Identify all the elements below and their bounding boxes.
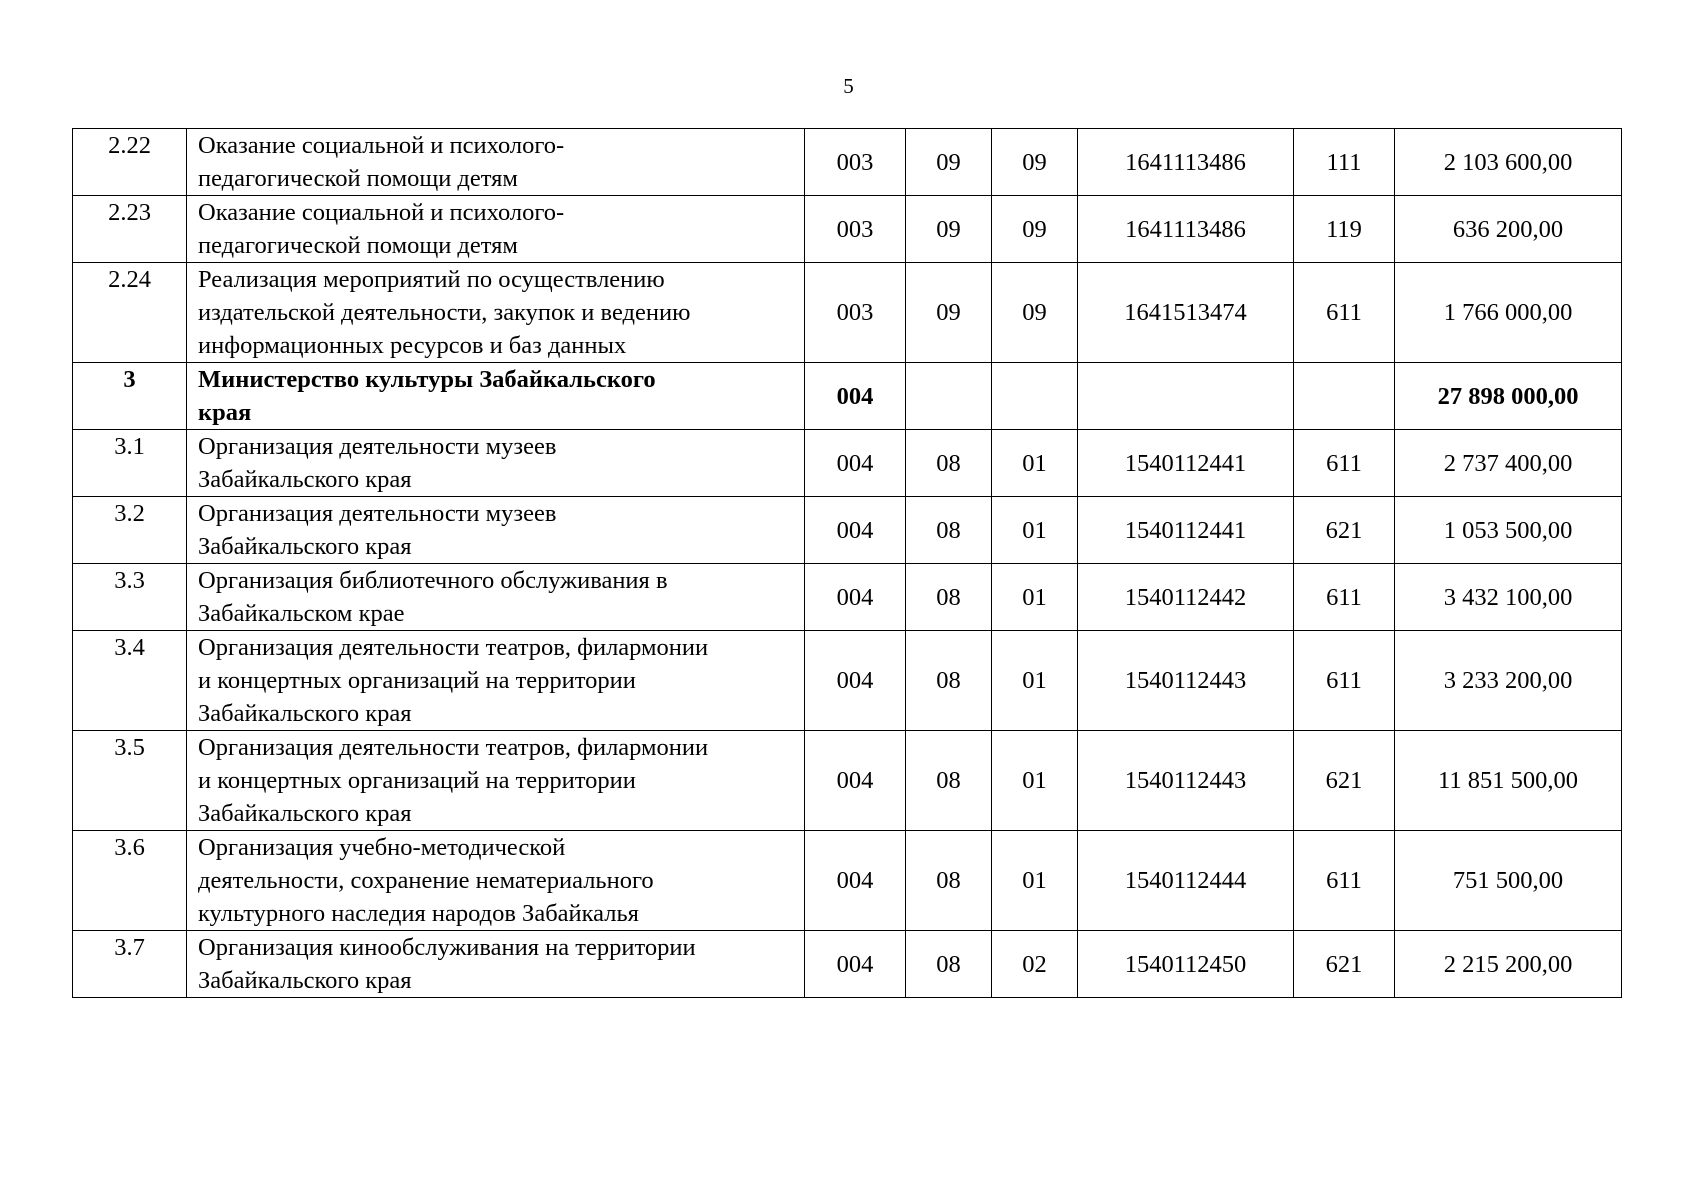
expense-name-line: Забайкальского края: [198, 533, 412, 560]
section-code-cell: 08: [906, 430, 992, 497]
target-item-code-cell: 1540112444: [1078, 831, 1294, 931]
expense-name-line: культурного наследия народов Забайкалья: [198, 900, 639, 927]
expense-name-cell: [187, 731, 805, 831]
grbs-code-cell: 003: [805, 129, 906, 196]
page-number: 5: [843, 74, 854, 98]
section-code-cell: 08: [906, 631, 992, 731]
expense-name-line: педагогической помощи детям: [198, 232, 518, 259]
amount-cell: 11 851 500,00: [1395, 731, 1622, 831]
target-item-code-cell: 1540112441: [1078, 430, 1294, 497]
target-item-code-cell: 1540112442: [1078, 564, 1294, 631]
subsection-code-cell: 02: [992, 931, 1078, 998]
amount-cell: 1 766 000,00: [1395, 263, 1622, 363]
section-code-cell: 08: [906, 831, 992, 931]
subsection-code-cell: 01: [992, 631, 1078, 731]
expense-name-line: Забайкальского края: [198, 800, 412, 827]
expense-name-line: и концертных организаций на территории: [198, 667, 636, 694]
expense-type-code-cell: 111: [1294, 129, 1395, 196]
target-item-code-cell: 1540112441: [1078, 497, 1294, 564]
subsection-code-cell: 01: [992, 430, 1078, 497]
expense-name-line: Министерство культуры Забайкальского: [198, 366, 656, 393]
target-item-code-cell: 1540112443: [1078, 731, 1294, 831]
target-item-code-cell: 1641113486: [1078, 129, 1294, 196]
row-number-cell: 3.7: [73, 931, 187, 998]
expense-name-line: Реализация мероприятий по осуществлению: [198, 266, 665, 293]
expense-type-code-cell: 611: [1294, 430, 1395, 497]
amount-cell: 751 500,00: [1395, 831, 1622, 931]
budget-table: [72, 128, 1622, 998]
expense-name-line: Забайкальского края: [198, 466, 412, 493]
row-number-cell: 3.3: [73, 564, 187, 631]
expense-name-cell: [187, 196, 805, 263]
table-row: [73, 430, 1622, 497]
section-code-cell: 09: [906, 263, 992, 363]
expense-name-line: Оказание социальной и психолого-: [198, 199, 565, 226]
table-row: [73, 129, 1622, 196]
amount-cell: 1 053 500,00: [1395, 497, 1622, 564]
expense-name-cell: [187, 831, 805, 931]
section-code-cell: 09: [906, 129, 992, 196]
expense-type-code-cell: 119: [1294, 196, 1395, 263]
table-row: [73, 196, 1622, 263]
target-item-code-cell: 1641513474: [1078, 263, 1294, 363]
grbs-code-cell: 004: [805, 731, 906, 831]
expense-name-line: Организация деятельности театров, филармонии: [198, 734, 709, 761]
table-row: [73, 631, 1622, 731]
grbs-code-cell: 004: [805, 497, 906, 564]
table-body: [73, 129, 1622, 998]
section-code-cell: [906, 363, 992, 430]
subsection-code-cell: 09: [992, 129, 1078, 196]
expense-name-line: Забайкальского края: [198, 700, 412, 727]
amount-cell: 2 737 400,00: [1395, 430, 1622, 497]
row-number-cell: 2.23: [73, 196, 187, 263]
expense-type-code-cell: 611: [1294, 564, 1395, 631]
expense-name-line: Оказание социальной и психолого-: [198, 132, 565, 159]
grbs-code-cell: 004: [805, 363, 906, 430]
grbs-code-cell: 004: [805, 931, 906, 998]
expense-type-code-cell: [1294, 363, 1395, 430]
expense-name-line: педагогической помощи детям: [198, 165, 518, 192]
grbs-code-cell: 004: [805, 564, 906, 631]
row-number-cell: 2.24: [73, 263, 187, 363]
section-row: [73, 363, 1622, 430]
expense-name-cell: [187, 497, 805, 564]
row-number-cell: 3.5: [73, 731, 187, 831]
subsection-code-cell: 09: [992, 196, 1078, 263]
expense-type-code-cell: 611: [1294, 831, 1395, 931]
section-code-cell: 09: [906, 196, 992, 263]
expense-type-code-cell: 621: [1294, 497, 1395, 564]
target-item-code-cell: [1078, 363, 1294, 430]
table-row: [73, 497, 1622, 564]
expense-name-line: Забайкальского края: [198, 967, 412, 994]
expense-name-line: Организация деятельности театров, филармонии: [198, 634, 709, 661]
amount-cell: 3 432 100,00: [1395, 564, 1622, 631]
expense-name-cell: [187, 129, 805, 196]
amount-cell: 27 898 000,00: [1395, 363, 1622, 430]
section-code-cell: 08: [906, 931, 992, 998]
expense-name-line: края: [198, 399, 252, 426]
grbs-code-cell: 004: [805, 430, 906, 497]
table-row: [73, 931, 1622, 998]
row-number-cell: 2.22: [73, 129, 187, 196]
amount-cell: 3 233 200,00: [1395, 631, 1622, 731]
subsection-code-cell: 01: [992, 831, 1078, 931]
expense-name-cell: [187, 931, 805, 998]
expense-name-line: Организация библиотечного обслуживания в: [198, 567, 668, 594]
table-row: [73, 831, 1622, 931]
expense-name-line: информационных ресурсов и баз данных: [198, 332, 627, 359]
subsection-code-cell: 01: [992, 564, 1078, 631]
subsection-code-cell: [992, 363, 1078, 430]
row-number-cell: 3.1: [73, 430, 187, 497]
amount-cell: 636 200,00: [1395, 196, 1622, 263]
expense-name-cell: [187, 564, 805, 631]
table-row: [73, 731, 1622, 831]
subsection-code-cell: 01: [992, 497, 1078, 564]
table-row: [73, 263, 1622, 363]
section-code-cell: 08: [906, 731, 992, 831]
grbs-code-cell: 003: [805, 196, 906, 263]
expense-name-cell: [187, 263, 805, 363]
target-item-code-cell: 1540112450: [1078, 931, 1294, 998]
expense-type-code-cell: 621: [1294, 931, 1395, 998]
grbs-code-cell: 003: [805, 263, 906, 363]
section-code-cell: 08: [906, 564, 992, 631]
row-number-cell: 3.2: [73, 497, 187, 564]
row-number-cell: 3: [73, 363, 187, 430]
expense-name-line: Организация учебно-методической: [198, 834, 566, 861]
grbs-code-cell: 004: [805, 831, 906, 931]
grbs-code-cell: 004: [805, 631, 906, 731]
row-number-cell: 3.6: [73, 831, 187, 931]
expense-name-cell: [187, 363, 805, 430]
expense-type-code-cell: 611: [1294, 631, 1395, 731]
expense-name-line: и концертных организаций на территории: [198, 767, 636, 794]
expense-name-line: Организация деятельности музеев: [198, 433, 557, 460]
expense-name-line: деятельности, сохранение нематериального: [198, 867, 654, 894]
expense-name-line: Организация деятельности музеев: [198, 500, 557, 527]
table-row: [73, 564, 1622, 631]
expense-type-code-cell: 621: [1294, 731, 1395, 831]
section-code-cell: 08: [906, 497, 992, 564]
subsection-code-cell: 01: [992, 731, 1078, 831]
expense-name-cell: [187, 631, 805, 731]
subsection-code-cell: 09: [992, 263, 1078, 363]
expense-name-line: издательской деятельности, закупок и ведению: [198, 299, 691, 326]
target-item-code-cell: 1641113486: [1078, 196, 1294, 263]
expense-name-line: Организация кинообслуживания на территории: [198, 934, 696, 961]
amount-cell: 2 103 600,00: [1395, 129, 1622, 196]
row-number-cell: 3.4: [73, 631, 187, 731]
expense-name-cell: [187, 430, 805, 497]
expense-name-line: Забайкальском крае: [198, 600, 405, 627]
amount-cell: 2 215 200,00: [1395, 931, 1622, 998]
expense-type-code-cell: 611: [1294, 263, 1395, 363]
target-item-code-cell: 1540112443: [1078, 631, 1294, 731]
